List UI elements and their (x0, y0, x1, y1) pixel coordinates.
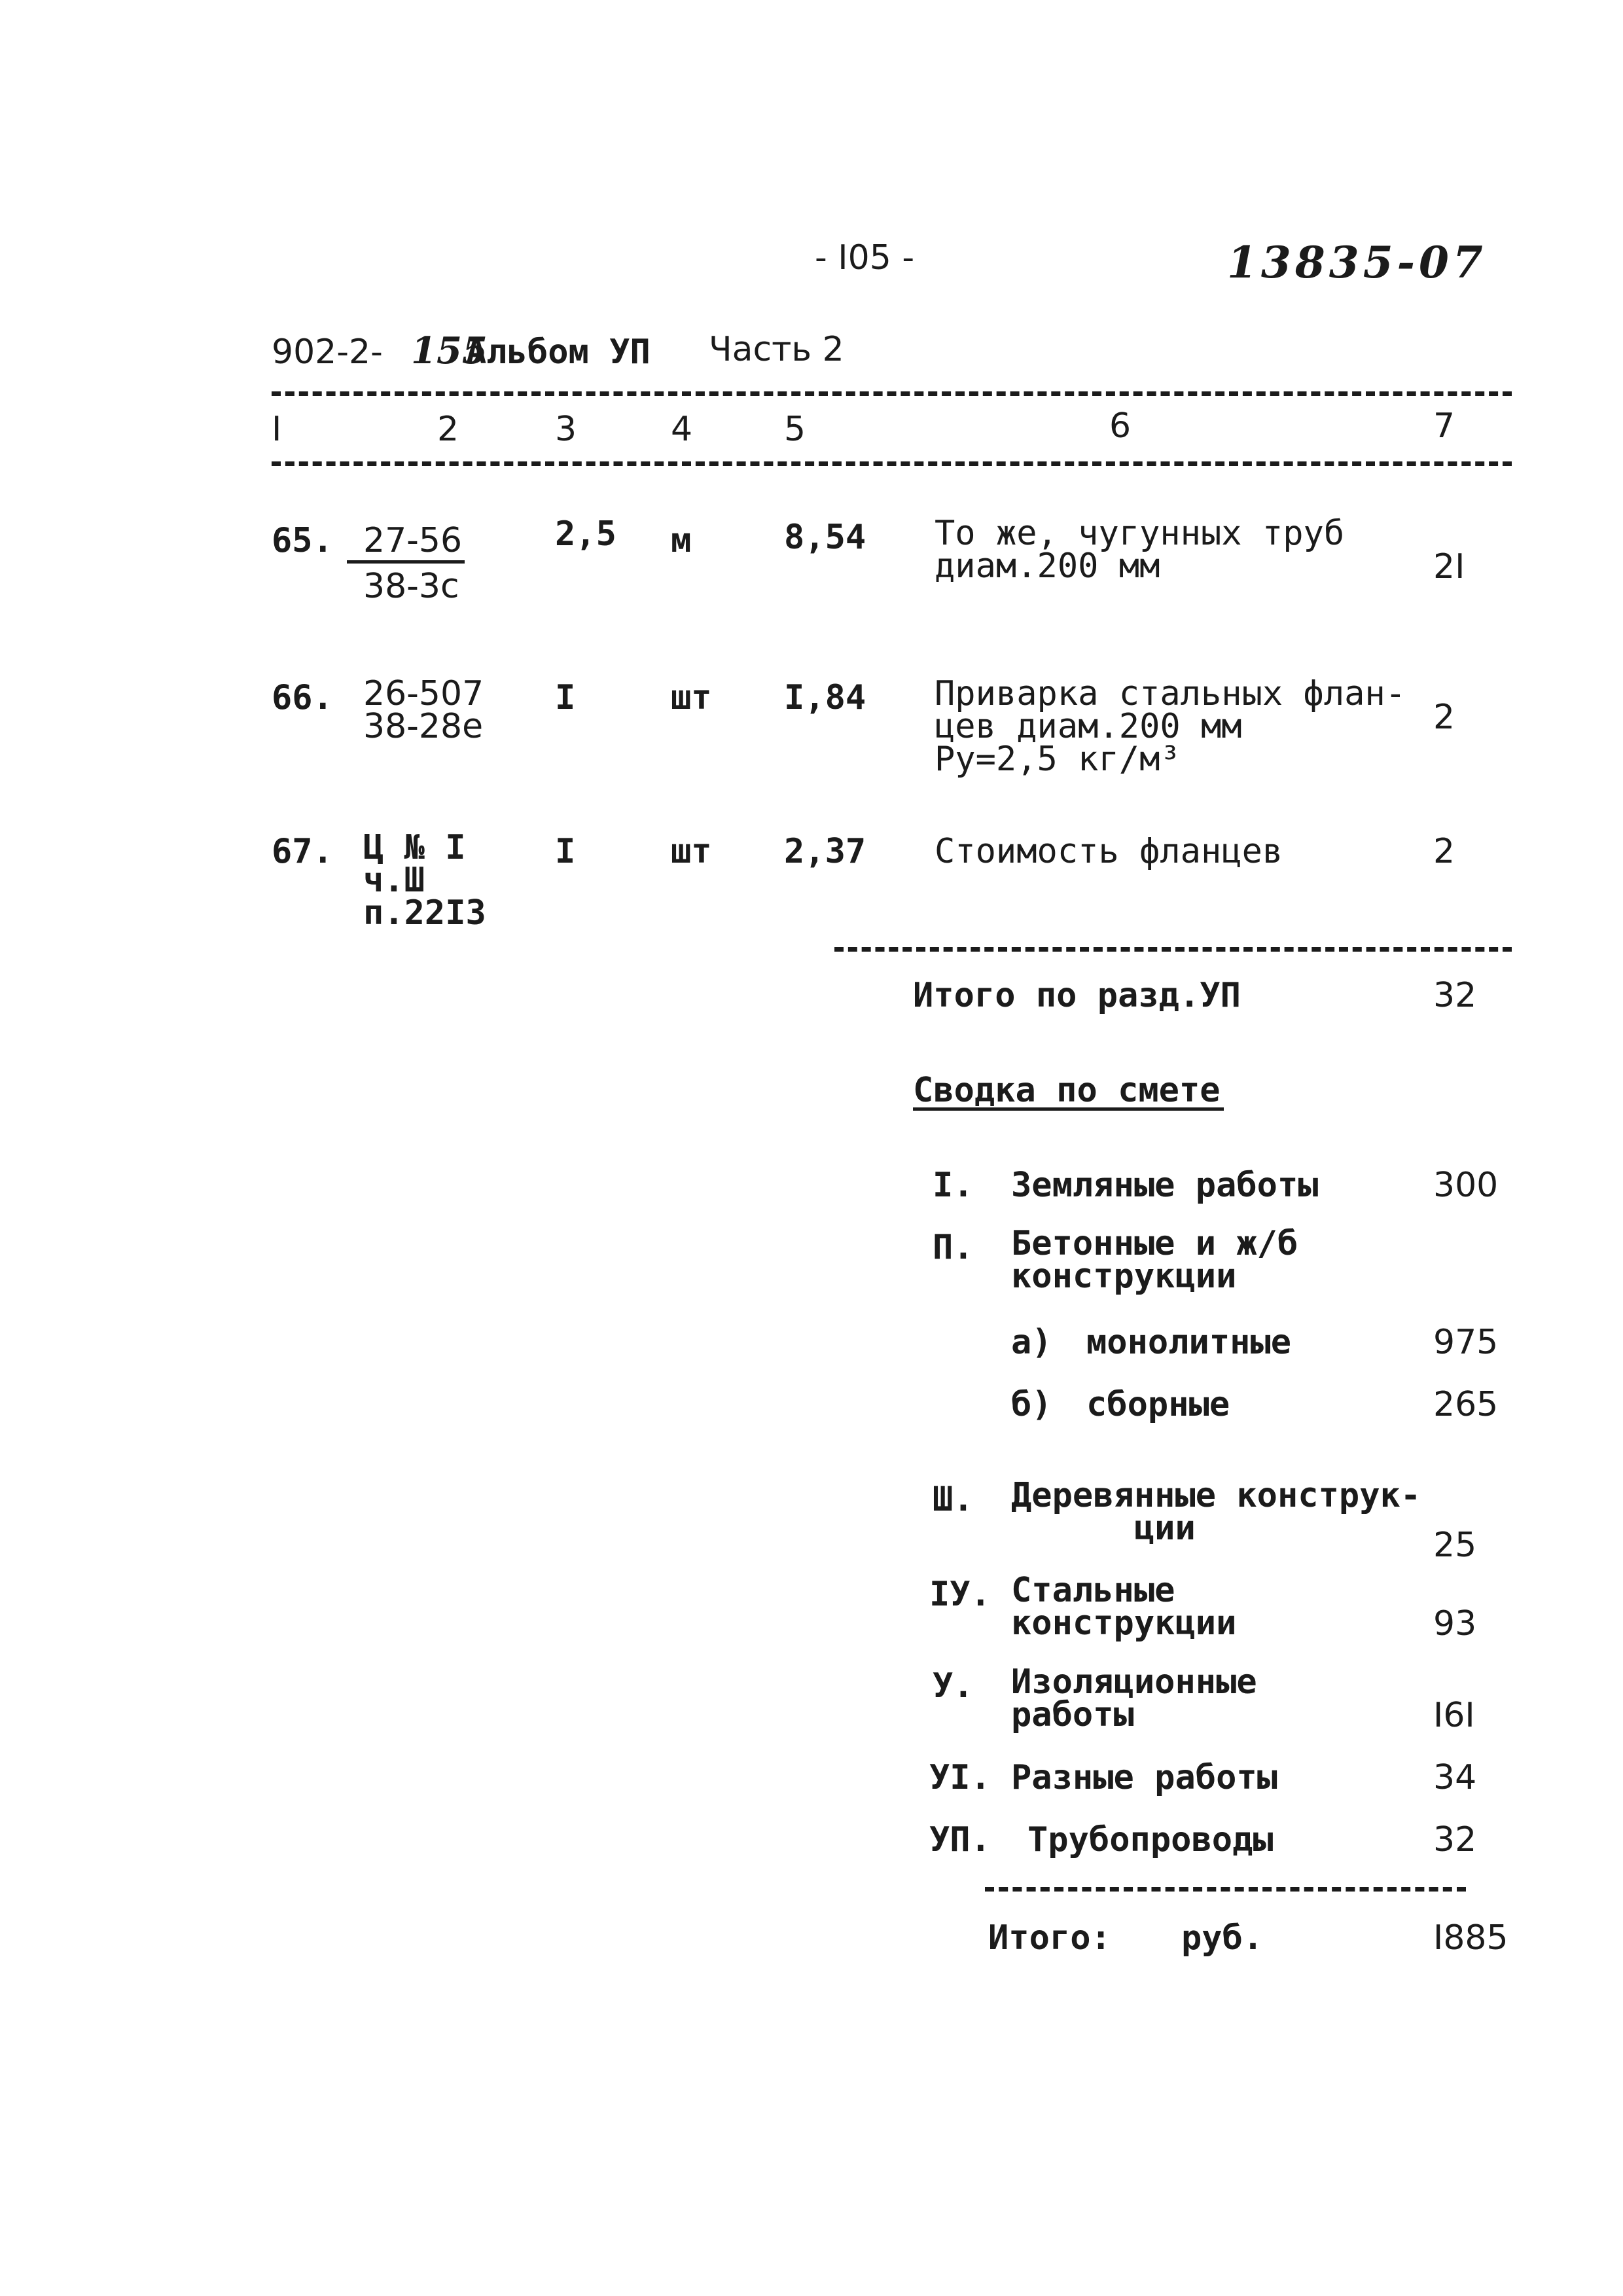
item-value: 93 (1433, 1604, 1477, 1643)
item-label: Трубопроводы (1027, 1820, 1274, 1859)
code-numerator: 27-56 (363, 521, 463, 560)
quantity: I (555, 832, 576, 871)
quantity: 2,5 (555, 514, 616, 554)
document-code: 13835-07 (1227, 237, 1487, 288)
code-denominator: 38-3c (363, 567, 459, 606)
item-number: а) (1011, 1323, 1052, 1362)
item-value: 975 (1433, 1323, 1499, 1362)
item-number: Ш. (933, 1480, 974, 1519)
quantity: I (555, 678, 576, 717)
description: Приварка стальных флан- цев диам.200 мм Ру=2,5 кг/м³ (935, 674, 1406, 779)
fraction-line (347, 560, 465, 564)
column-header: 3 (555, 410, 577, 449)
project-number-handwritten: 155 (411, 329, 488, 372)
summary-title-text: Сводка по смете (913, 1071, 1221, 1110)
item-label: Изоляционные работы (1011, 1662, 1257, 1734)
column-header: 2 (437, 410, 459, 449)
table-top-rule (272, 391, 1512, 396)
item-label: Разные работы (1011, 1758, 1277, 1797)
description: Стоимость фланцев (935, 832, 1283, 871)
item-value: 300 (1433, 1166, 1499, 1205)
item-number: УП. (929, 1820, 991, 1859)
row-number: 66. (272, 678, 333, 717)
section-total-value: 32 (1433, 976, 1477, 1015)
grand-total-rule (985, 1887, 1466, 1892)
item-label: Деревянные конструк- ции (1011, 1476, 1421, 1548)
grand-total-label: Итого: (988, 1918, 1111, 1958)
unit: м (671, 521, 692, 560)
item-value: 34 (1433, 1758, 1477, 1797)
item-value: 32 (1433, 1820, 1477, 1859)
album-label: Альбом УП (466, 332, 651, 372)
unit-price: I,84 (784, 678, 866, 717)
page-number: - I05 - (815, 238, 915, 278)
code: 26-507 38-28е (363, 674, 484, 746)
item-label: Земляные работы (1011, 1166, 1319, 1205)
section-total-label: Итого по разд.УП (913, 976, 1241, 1015)
row-total: 2I (1433, 547, 1465, 586)
column-header: 6 (1109, 406, 1132, 446)
unit: шт (671, 832, 712, 871)
unit-price: 8,54 (784, 518, 866, 557)
column-header: 5 (784, 410, 806, 449)
item-number: УI. (929, 1758, 991, 1797)
item-value: I6I (1433, 1696, 1475, 1735)
row-number: 67. (272, 832, 333, 871)
column-header: I (272, 410, 282, 449)
table-header-rule (272, 461, 1512, 466)
item-label: монолитные (1086, 1323, 1292, 1362)
grand-total-unit: руб. (1181, 1918, 1264, 1958)
unit-price: 2,37 (784, 832, 866, 871)
code: Ц № I ч.Ш п.22I3 (363, 828, 486, 933)
row-number: 65. (272, 521, 333, 560)
item-number: П. (933, 1228, 974, 1267)
item-label: Стальные конструкции (1011, 1571, 1237, 1643)
item-value: 265 (1433, 1385, 1499, 1424)
item-number: б) (1011, 1385, 1052, 1424)
item-number: У. (933, 1666, 974, 1706)
grand-total-value: I885 (1433, 1918, 1508, 1958)
unit: шт (671, 678, 712, 717)
summary-title-underline (913, 1107, 1224, 1111)
item-label: сборные (1086, 1385, 1230, 1424)
item-label: Бетонные и ж/б конструкции (1011, 1224, 1298, 1296)
item-number: IУ. (929, 1575, 991, 1614)
column-header: 4 (671, 410, 693, 449)
project-prefix: 902-2- (272, 332, 383, 372)
row-total: 2 (1433, 698, 1455, 737)
section-total-rule (834, 947, 1512, 952)
row-total: 2 (1433, 832, 1455, 871)
item-number: I. (933, 1166, 974, 1205)
description: То же, чугунных труб диам.200 мм (935, 514, 1345, 586)
column-header: 7 (1433, 406, 1455, 446)
part-label: Часть 2 (709, 330, 844, 369)
item-value: 25 (1433, 1526, 1477, 1565)
